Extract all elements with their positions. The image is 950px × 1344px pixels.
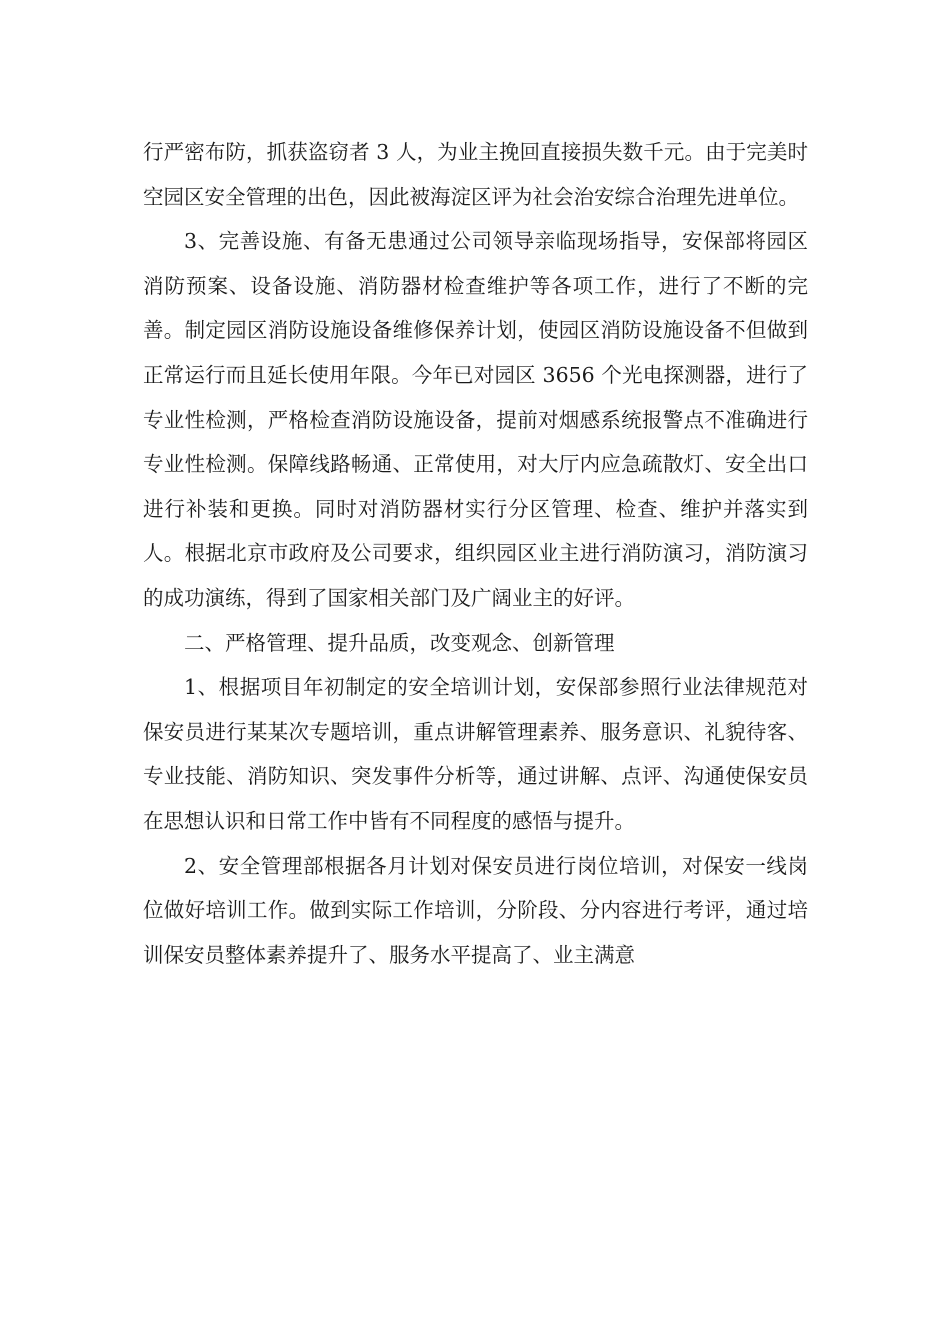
paragraph-3: 1、根据项目年初制定的安全培训计划，安保部参照行业法律规范对保安员进行某某次专题培训，重点讲解管理素养、服务意识、礼貌待客、专业技能、消防知识、突发事件分析等，通过讲解、点评、沟通使保安员在思想认识和日常工作中皆有不同程度的感悟与提升。 [143,675,808,833]
paragraph-4: 2、安全管理部根据各月计划对保安员进行岗位培训，对保安一线岗位做好培训工作。做到实际工作培训，分阶段、分内容进行考评，通过培训保安员整体素养提升了、服务水平提高了、业主满意 [143,853,808,967]
paragraph-2: 3、完善设施、有备无患通过公司领导亲临现场指导，安保部将园区消防预案、设备设施、消防器材检查维护等各项工作，进行了不断的完善。制定园区消防设施设备维修保养计划，使园区消防设施设备不但做到正常运行而且延长使用年限。今年已对园区 3656 个光电探测器，进行了专业性检测，严格检查消防设施设备，提前对烟感系统报警点不准确进行专业性检测。保障线路畅通、正常使用，对大厅内应急疏散灯、安全出口进行补装和更换。同时对消防器材实行分区管理、检查、维护并落实到人。根据北京市政府及公司要求，组织园区业主进行消防演习，消防演习的成功演练，得到了国家相关部门及广阔业主的好评。 [143,229,808,610]
paragraph-1: 行严密布防，抓获盗窃者 3 人，为业主挽回直接损失数千元。由于完美时空园区安全管理的出色，因此被海淀区评为社会治安综合治理先进单位。 [143,140,808,209]
section-heading: 二、严格管理、提升品质，改变观念、创新管理 [184,630,615,655]
document-body [143,130,808,977]
